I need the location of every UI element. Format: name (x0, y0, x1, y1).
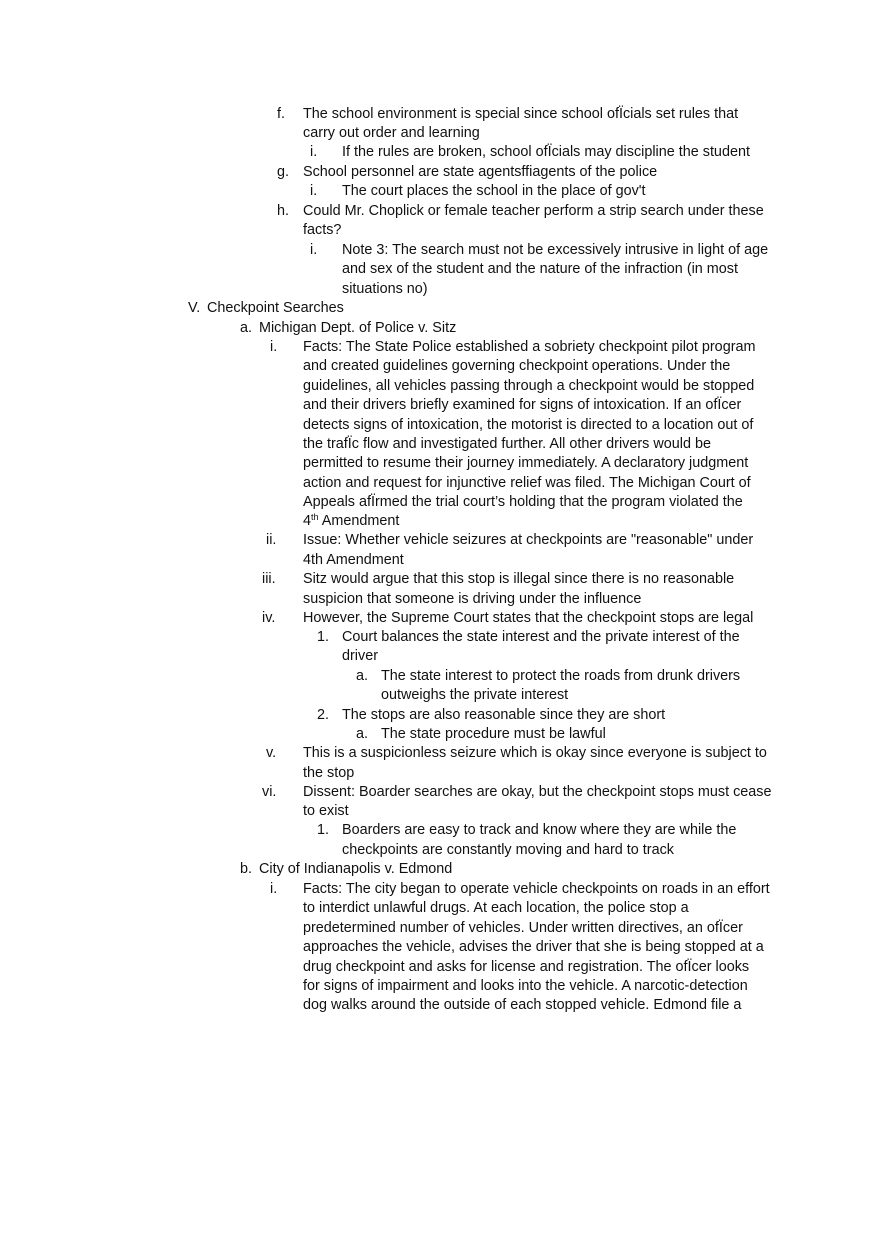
list-marker: iv. (262, 610, 276, 626)
list-marker: ii. (266, 532, 277, 548)
list-item-text: 4th Amendment (303, 552, 404, 568)
list-marker: 1. (317, 822, 330, 838)
paragraph-line: Facts: The city began to operate vehicle checkpoints on roads in an effort (303, 881, 770, 897)
paragraph-line: detects signs of intoxication, the motorist is directed to a location out of (303, 416, 754, 433)
list-marker: v. (266, 745, 277, 761)
list-marker: i. (270, 339, 278, 355)
list-item-text: The state procedure must be lawful (381, 726, 606, 742)
list-item-text: carry out order and learning (303, 125, 480, 141)
list-marker: i. (310, 144, 318, 160)
list-item-text: The stops are also reasonable since they are short (342, 707, 666, 723)
paragraph-line: permitted to resume their journey immediately. A declaratory judgment (303, 455, 749, 472)
list-item-text: This is a suspicionless seizure which is okay since everyone is subject to (303, 745, 767, 761)
paragraph-line: guidelines, all vehicles passing through a checkpoint would be stopped (303, 377, 755, 394)
paragraph-line: and their drivers briefly examined for signs of intoxication. If an ofÏcer (303, 397, 742, 414)
paragraph-line: action and request for injunctive relief was filed. The Michigan Court of (303, 474, 751, 491)
list-item-text: checkpoints are constantly moving and hard to track (342, 842, 674, 858)
ordinal-suffix: th (311, 512, 319, 522)
list-item-text: Dissent: Boarder searches are okay, but the checkpoint stops must cease (303, 784, 772, 800)
list-item-text: Boarders are easy to track and know where they are while the (342, 822, 737, 838)
ordinal-number: 4 (303, 513, 312, 529)
list-item-text: The court places the school in the place of gov't (342, 183, 646, 199)
section-heading: Checkpoint Searches (207, 300, 344, 316)
list-item-text: driver (342, 648, 378, 664)
list-item-text: to exist (303, 803, 349, 819)
list-marker: 1. (317, 629, 330, 645)
paragraph-line: approaches the vehicle, advises the driver that she is being stopped at a (303, 939, 764, 956)
list-marker: a. (356, 726, 369, 742)
list-item-text: However, the Supreme Court states that the checkpoint stops are legal (303, 610, 754, 626)
list-marker: a. (240, 320, 253, 336)
list-marker: 2. (317, 707, 330, 723)
paragraph-line: Facts: The State Police established a sobriety checkpoint pilot program (303, 339, 756, 355)
list-item-text: outweighs the private interest (381, 687, 569, 703)
paragraph-line: Appeals afÏrmed the trial court’s holding that the program violated the (303, 494, 743, 511)
list-marker: g. (277, 164, 290, 180)
list-marker: h. (277, 203, 290, 219)
list-item-text: Could Mr. Choplick or female teacher perform a strip search under these (303, 203, 764, 219)
paragraph-line: dog walks around the outside of each stopped vehicle. Edmond file a (303, 997, 742, 1014)
list-marker: a. (356, 668, 369, 684)
list-item-text: Sitz would argue that this stop is illegal since there is no reasonable (303, 571, 735, 587)
paragraph-line: drug checkpoint and asks for license and registration. The ofÏcer looks (303, 958, 750, 975)
paragraph-line: the trafÏc flow and investigated further. All other drivers would be (303, 436, 711, 452)
list-marker: b. (240, 861, 253, 877)
paragraph-line: to interdict unlawful drugs. At each location, the police stop a (303, 900, 689, 917)
list-item-text: School personnel are state agentsffiagents of the police (303, 164, 658, 180)
list-item-text (303, 512, 399, 532)
list-item-text: Issue: Whether vehicle seizures at checkpoints are "reasonable" under (303, 532, 754, 548)
paragraph-line: and created guidelines governing checkpoint operations. Under the (303, 358, 731, 375)
ordinal-rest: Amendment (318, 513, 400, 529)
list-item-text: If the rules are broken, school ofÏcials may discipline the student (342, 144, 750, 160)
list-item-text: situations no) (342, 281, 428, 297)
list-marker: vi. (262, 784, 277, 800)
list-marker: i. (310, 242, 318, 258)
list-item-text: suspicion that someone is driving under the influence (303, 591, 642, 607)
list-marker: iii. (262, 571, 276, 587)
list-marker: i. (310, 183, 318, 199)
list-item-text: facts? (303, 222, 342, 238)
case-title: Michigan Dept. of Police v. Sitz (259, 320, 457, 336)
list-marker: f. (277, 106, 285, 122)
paragraph-line: for signs of impairment and looks into the vehicle. A narcotic-detection (303, 978, 748, 994)
paragraph-line: predetermined number of vehicles. Under written directives, an ofÏcer (303, 919, 743, 936)
case-title: City of Indianapolis v. Edmond (259, 861, 453, 877)
section-marker: V. (188, 300, 201, 316)
list-item-text: the stop (303, 765, 355, 781)
list-item-text: Court balances the state interest and the private interest of the (342, 629, 740, 645)
list-item-text: and sex of the student and the nature of the infraction (in most (342, 261, 738, 277)
list-item-text: The state interest to protect the roads from drunk drivers (381, 668, 741, 684)
list-marker: i. (270, 881, 278, 897)
list-item-text: Note 3: The search must not be excessively intrusive in light of age (342, 242, 769, 258)
list-item-text: The school environment is special since school ofÏcials set rules that (303, 106, 739, 122)
